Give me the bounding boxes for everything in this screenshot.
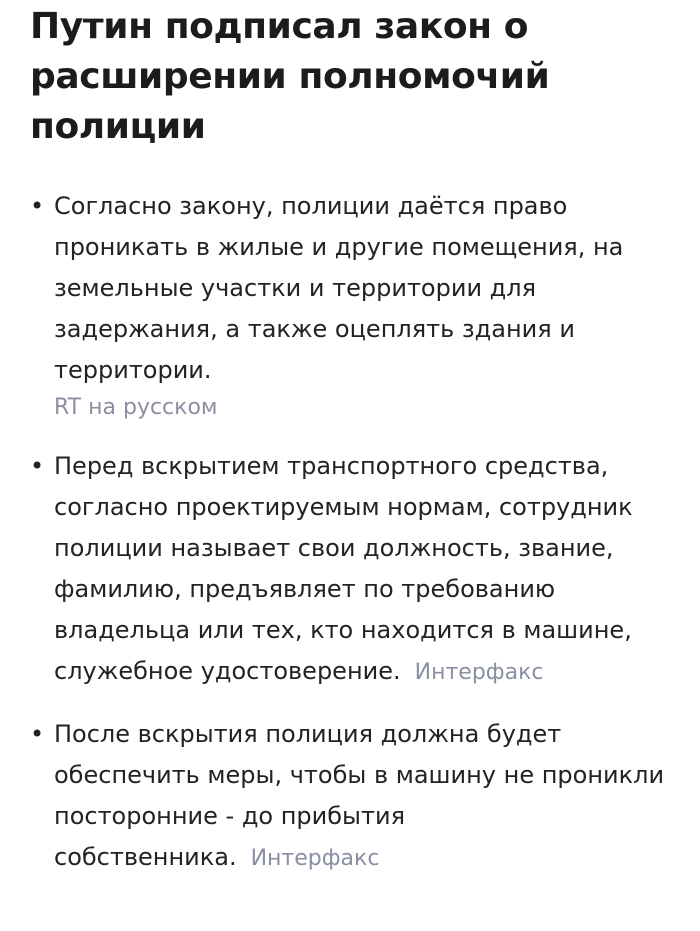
summary-list: [30, 186, 670, 879]
source-link[interactable]: RT на русском: [54, 395, 218, 420]
source-link[interactable]: Интерфакс: [414, 660, 544, 685]
bullet-icon: •: [30, 720, 45, 748]
summary-item: [30, 446, 670, 693]
summary-text: Перед вскрытием транспортного средства, согласно проектируемым нормам, сотрудник полиции называет свои должность, звание, фамилию, предъявляет по требованию владельца или тех, кто находится в машине, служебное удостоверение.: [54, 452, 633, 685]
article-title: Путин подписал закон о расширении полномочий полиции: [30, 6, 550, 147]
bullet-icon: •: [30, 452, 45, 480]
summary-item: [30, 714, 670, 879]
summary-text: Согласно закону, полиции даётся право проникать в жилые и другие помещения, на земельные участки и территории для задержания, а также оцеплять здания и территории.: [54, 192, 624, 384]
bullet-icon: •: [30, 192, 45, 220]
summary-text: После вскрытия полиция должна будет обеспечить меры, чтобы в машину не проникли посторонние - до прибытия собственника.: [54, 720, 665, 871]
summary-item: [30, 186, 670, 425]
source-link[interactable]: Интерфакс: [250, 846, 380, 871]
